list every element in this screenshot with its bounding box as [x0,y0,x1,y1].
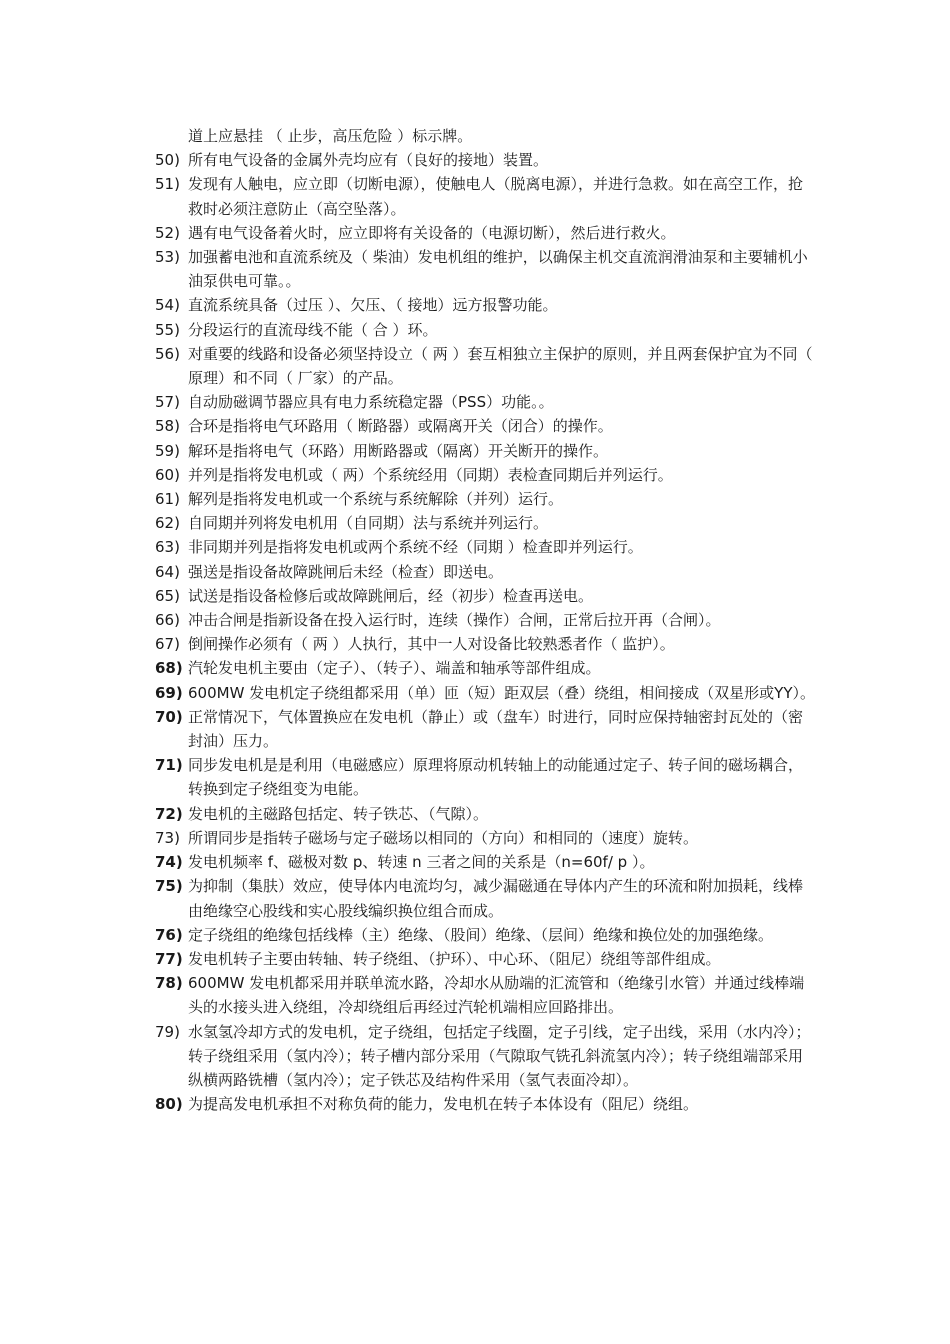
item-text: 加强蓄电池和直流系统及（ 柴油）发电机组的维护，以确保主机交直流润滑油泵和主要辅机小油泵供电可靠。。 [188,248,808,291]
item-text: 600MW 发电机定子绕组都采用（单）匝（短）距双层（叠）绕组，相间接成（双星形或YY）。 [188,683,816,702]
item-text: 水氢氢冷却方式的发电机，定子绕组，包括定子线圈，定子引线，定子出线，采用（水内冷）；转子绕组采用（氢内冷）；转子槽内部分采用（气隙取气铣孔斜流氢内冷）；转子绕组端部采用纵横两路铣槽（氢内冷）；定子铁芯及结构件采用（氢气表面冷却）。 [188,1022,811,1089]
list-item [155,1020,815,1093]
item-number: 51) [155,175,180,194]
list-item [155,245,815,293]
item-text: 解列是指将发电机或一个系统与系统解除（并列）运行。 [188,490,564,509]
list-item [155,705,815,753]
item-number: 62) [155,514,180,533]
item-number: 63) [155,538,180,557]
item-text: 强送是指设备故障跳闸后未经（检查）即送电。 [188,562,504,581]
item-number: 57) [155,393,180,412]
item-text: 发现有人触电，应立即（切断电源），使触电人（脱离电源），并进行急救。如在高空工作，抢救时必须注意防止（高空坠落）。 [188,175,804,218]
item-text: 定子绕组的绝缘包括线棒（主）绝缘、（股间）绝缘、（层间）绝缘和换位处的加强绝缘。 [188,925,774,944]
list-item [155,923,815,947]
item-number: 66) [155,611,180,630]
item-number: 77) [155,949,183,968]
item-number: 61) [155,490,180,509]
list-item [155,463,815,487]
item-text: 发电机的主磁路包括定、转子铁芯、（气隙）。 [188,804,489,823]
item-number: 80) [155,1095,183,1114]
item-text: 汽轮发电机主要由（定子）、（转子）、端盖和轴承等部件组成。 [188,659,601,678]
item-list [155,124,818,1116]
item-text: 为抑制（集肤）效应，使导体内电流均匀，减少漏磁通在导体内产生的环流和附加损耗，线棒由绝缘空心股线和实心股线编织换位组合而成。 [188,877,804,920]
item-text: 道上应悬挂 （ 止步，高压危险 ）标示牌。 [188,127,473,145]
item-text: 所谓同步是指转子磁场与定子磁场以相同的（方向）和相同的（速度）旋转。 [188,828,699,847]
item-text: 为提高发电机承担不对称负荷的能力，发电机在转子本体设有（阻尼）绕组。 [188,1095,699,1114]
item-text: 解环是指将电气（环路）用断路器或（隔离）开关断开的操作。 [188,441,609,460]
item-text: 倒闸操作必须有（ 两 ）人执行，其中一人对设备比较熟悉者作（ 监护）。 [188,635,675,654]
list-item [155,1092,815,1116]
item-text: 分段运行的直流母线不能（ 合 ）环。 [188,320,438,339]
item-text: 试送是指设备检修后或故障跳闸后，经（初步）检查再送电。 [188,586,594,605]
item-number: 67) [155,635,180,654]
item-text: 非同期并列是指将发电机或两个系统不经（同期 ）检查即并列运行。 [188,538,643,557]
item-number: 72) [155,804,183,823]
list-item [155,342,818,390]
list-item [155,148,815,172]
item-number: 64) [155,562,180,581]
item-number: 53) [155,248,180,267]
item-number: 59) [155,441,180,460]
item-number: 79) [155,1022,180,1041]
list-item [155,753,815,801]
list-item [155,439,815,463]
item-number: 76) [155,925,183,944]
item-number: 75) [155,877,183,896]
item-number: 56) [155,344,180,363]
list-item [155,293,815,317]
item-number: 71) [155,756,183,775]
list-item [155,560,815,584]
list-item [155,487,815,511]
list-item [155,850,815,874]
item-text: 自动励磁调节器应具有电力系统稳定器（PSS）功能。。 [188,393,554,412]
item-number: 52) [155,223,180,242]
item-text: 发电机频率 f、磁极对数 p、转速 n 三者之间的关系是（n=60f/ p ）。 [188,853,655,872]
item-text: 对重要的线路和设备必须坚持设立（ 两 ）套互相独立主保护的原则，并且两套保护宜为不同（ 原理）和不同（ 厂家）的产品。 [188,344,818,388]
item-text: 正常情况下，气体置换应在发电机（静止）或（盘车）时进行，同时应保持轴密封瓦处的（密封油）压力。 [188,707,804,751]
list-item [155,124,815,148]
item-number: 73) [155,828,180,847]
list-item [155,414,815,438]
list-item [155,947,815,971]
list-item [155,802,815,826]
item-text: 冲击合闸是指新设备在投入运行时，连续（操作）合闸，正常后拉开再（合闸）。 [188,611,721,630]
item-text: 并列是指将发电机或（ 两）个系统经用（同期）表检查同期后并列运行。 [188,465,673,484]
item-number: 78) [155,974,183,993]
list-item [155,971,815,1019]
list-item [155,826,815,850]
list-item [155,318,815,342]
item-number: 68) [155,659,183,678]
item-text: 合环是指将电气环路用（ 断路器）或隔离开关（闭合）的操作。 [188,417,613,436]
item-number: 65) [155,586,180,605]
item-number: 54) [155,296,180,315]
item-number: 50) [155,151,180,170]
list-item [155,221,815,245]
item-number: 60) [155,465,180,484]
list-item [155,535,815,559]
item-text: 所有电气设备的金属外壳均应有（良好的接地）装置。 [188,151,549,170]
list-item [155,584,815,608]
list-item [155,390,815,414]
item-text: 同步发电机是是利用（电磁感应）原理将原动机转轴上的动能通过定子、转子间的磁场耦合，转换到定子绕组变为电能。 [188,756,804,799]
item-number: 74) [155,853,183,872]
list-item [155,874,815,922]
item-number: 55) [155,320,180,339]
item-text: 600MW 发电机都采用并联单流水路，冷却水从励端的汇流管和（绝缘引水管）并通过线棒端头的水接头进入绕组，冷却绕组后再经过汽轮机端相应回路排出。 [188,974,805,1017]
item-text: 直流系统具备（过压 ）、欠压、（ 接地）远方报警功能。 [188,296,558,315]
list-item [155,608,815,632]
item-text: 自同期并列将发电机用（自同期）法与系统并列运行。 [188,514,549,533]
list-item [155,656,815,680]
list-item [155,172,815,220]
item-number: 70) [155,707,183,726]
item-text: 发电机转子主要由转轴、转子绕组、（护环）、中心环、（阻尼）绕组等部件组成。 [188,949,721,968]
list-item [155,632,815,656]
list-item [155,511,815,535]
item-text: 遇有电气设备着火时，应立即将有关设备的（电源切断），然后进行救火。 [188,223,676,242]
item-number: 69) [155,683,183,702]
list-item [155,681,815,705]
item-number: 58) [155,417,180,436]
